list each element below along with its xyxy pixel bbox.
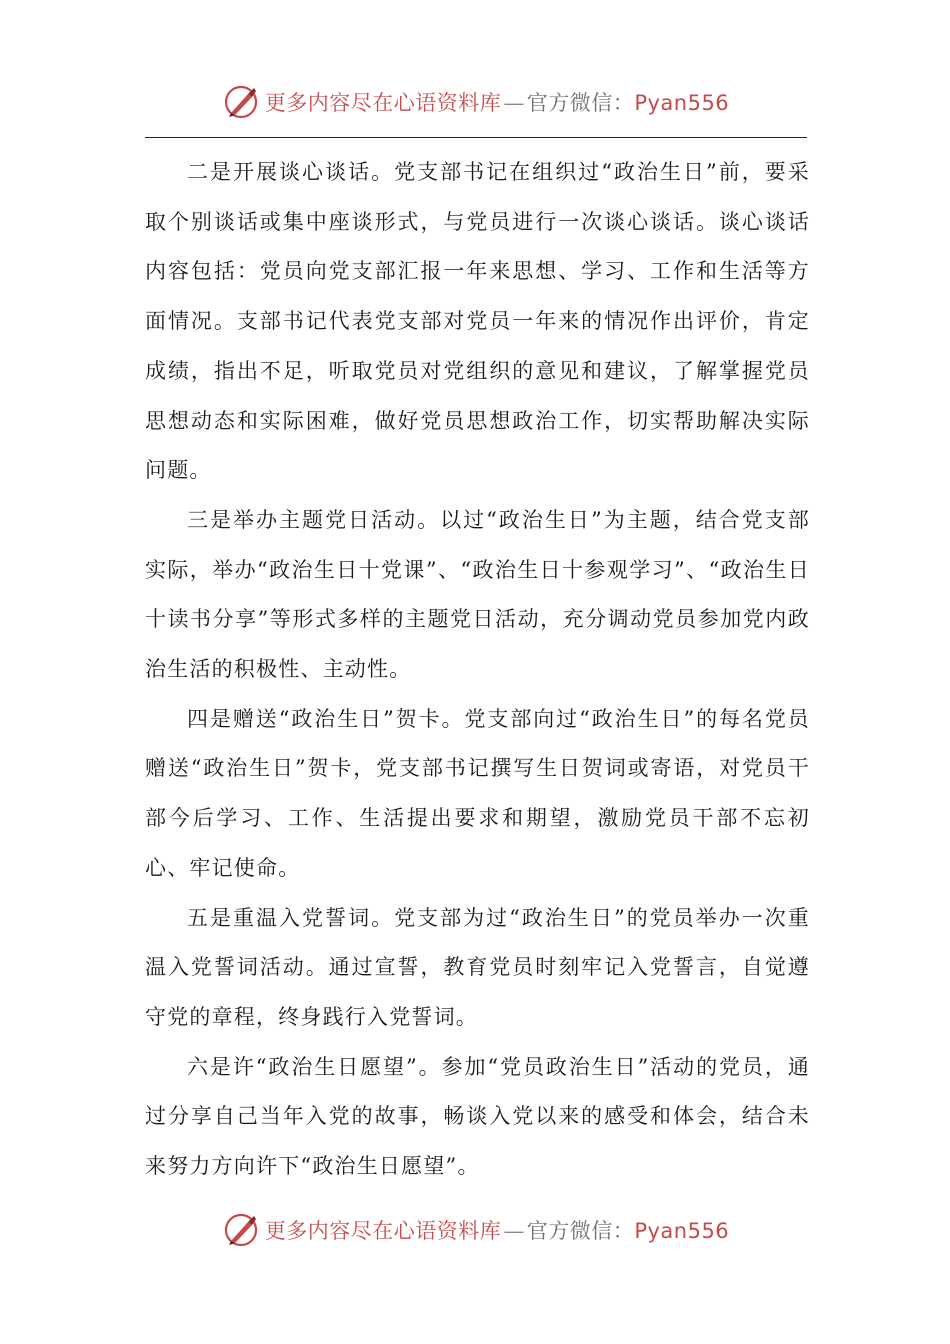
pen-logo-icon xyxy=(221,1210,261,1250)
footer-banner xyxy=(0,1208,950,1252)
header-account: Pyan556 xyxy=(634,91,730,115)
pen-logo-icon xyxy=(221,82,261,122)
header-banner xyxy=(0,80,950,124)
paragraph: 三是举办主题党日活动。以过“政治生日”为主题，结合党支部实际，举办“政治生日十党课”、“政治生日十参观学习”、“政治生日十读书分享”等形式多样的主题党日活动，充分调动党员参加党内政治生活的积极性、主动性。 xyxy=(145,507,810,682)
footer-text xyxy=(265,1215,729,1245)
header-text xyxy=(265,87,729,117)
header-brand: 更多内容尽在心语资料库 xyxy=(264,91,502,115)
footer-account: Pyan556 xyxy=(634,1219,730,1243)
paragraph: 四是赠送“政治生日”贺卡。党支部向过“政治生日”的每名党员赠送“政治生日”贺卡，党支部书记撰写生日贺词或寄语，对党员干部今后学习、工作、生活提出要求和期望，激励党员干部不忘初心、牢记使命。 xyxy=(145,706,810,880)
header-divider xyxy=(145,137,807,138)
footer-brand: 更多内容尽在心语资料库 xyxy=(264,1219,502,1243)
footer-separator: — xyxy=(503,1219,525,1243)
header-separator: — xyxy=(503,91,525,115)
paragraph: 二是开展谈心谈话。党支部书记在组织过“政治生日”前，要采取个别谈话或集中座谈形式，与党员进行一次谈心谈话。谈心谈话内容包括：党员向党支部汇报一年来思想、学习、工作和生活等方面情况。支部书记代表党支部对党员一年来的情况作出评价，肯定成绩，指出不足，听取党员对党组织的意见和建议，了解掌握党员思想动态和实际困难，做好党员思想政治工作，切实帮助解决实际问题。 xyxy=(145,160,810,483)
paragraph: 五是重温入党誓词。党支部为过“政治生日”的党员举办一次重温入党誓词活动。通过宣誓，教育党员时刻牢记入党誓言，自觉遵守党的章程，终身践行入党誓词。 xyxy=(145,905,810,1029)
header-label: 官方微信： xyxy=(526,91,635,115)
document-body xyxy=(145,148,810,1192)
footer-label: 官方微信： xyxy=(526,1219,635,1243)
paragraph: 六是许“政治生日愿望”。参加“党员政治生日”活动的党员，通过分享自己当年入党的故事，畅谈入党以来的感受和体会，结合未来努力方向许下“政治生日愿望”。 xyxy=(145,1054,810,1179)
